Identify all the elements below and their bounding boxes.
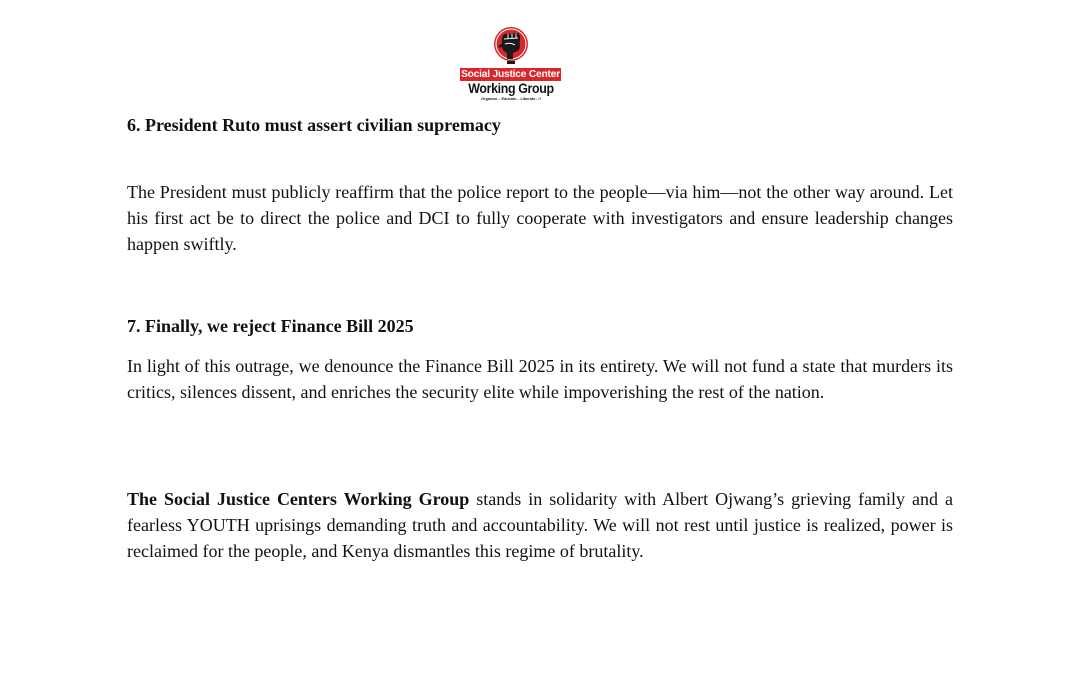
logo-title: Working Group <box>468 81 554 96</box>
raised-fist-icon <box>458 26 564 70</box>
closing-paragraph <box>127 486 953 564</box>
closing-text: stands in solidarity with Albert Ojwang’s grieving family and a fearless YOUTH uprisings demanding truth and accountability. We will not rest until justice is realized, power is reclaimed for the people, and Kenya dismantles this regime of brutality. <box>127 489 953 561</box>
logo-tagline: Organize... Educate... Liberate...!! <box>481 97 541 101</box>
section-7-paragraph: In light of this outrage, we denounce the Finance Bill 2025 in its entirety. We will not fund a state that murders its critics, silences dissent, and enriches the security elite while impoverishing the rest of the nation. <box>127 356 953 402</box>
section-6-heading: 6. President Ruto must assert civilian supremacy <box>127 115 501 135</box>
org-name: The Social Justice Centers Working Group <box>127 489 470 509</box>
logo-banner-text: Social Justice Center <box>461 69 560 80</box>
section-6-paragraph: The President must publicly reaffirm that the police report to the people—via him—not the other way around. Let his first act be to direct the police and DCI to fully cooperate with investigators and ensure leadership changes happen swiftly. <box>127 182 953 254</box>
section-7-heading: 7. Finally, we reject Finance Bill 2025 <box>127 316 414 336</box>
org-logo <box>458 26 564 106</box>
